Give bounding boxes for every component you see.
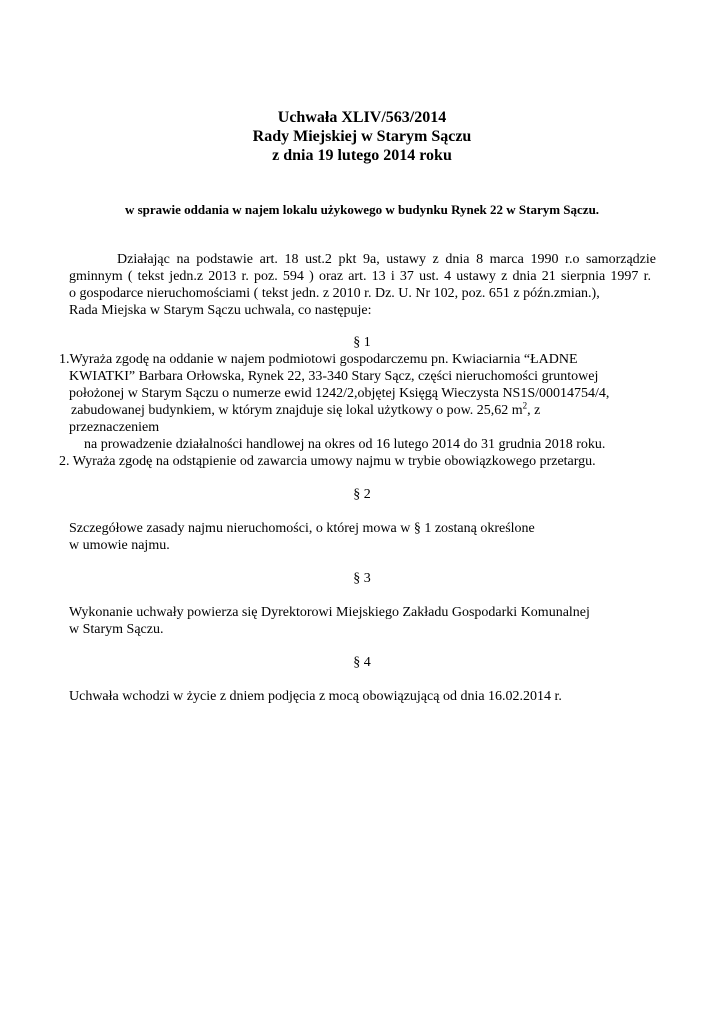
- area-unit-superscript: 2: [522, 400, 528, 411]
- preamble-line-2: gminnym ( tekst jedn.z 2013 r. poz. 594 ) oraz art. 13 i 37 ust. 4 ustawy z dnia 21 sierpnia 1997 r.: [69, 269, 651, 284]
- section-1-line-5: przeznaczeniem: [69, 420, 160, 435]
- section-3-mark: § 3: [353, 571, 371, 586]
- section-4-line-1: Uchwała wchodzi w życie z dniem podjęcia z mocą obowiązującą od dnia 16.02.2014 r.: [69, 689, 562, 704]
- section-1-line-4-text: zabudowanej budynkiem, w którym znajduje się lokal użytkowy o pow. 25,62 m: [71, 403, 523, 418]
- section-1-line-1: 1.Wyraża zgodę na oddanie w najem podmiotowi gospodarczemu pn. Kwiaciarnia “ŁADNE: [59, 352, 578, 367]
- section-1-line-4: [71, 402, 540, 419]
- section-4-mark: § 4: [353, 655, 371, 670]
- resolution-number: Uchwała XLIV/563/2014: [277, 109, 447, 126]
- section-1-mark: § 1: [353, 335, 371, 350]
- section-1-line-3: położonej w Starym Sączu o numerze ewid 1242/2,objętej Księgą Wieczysta NS1S/00014754/4,: [69, 386, 610, 401]
- resolution-date: z dnia 19 lutego 2014 roku: [272, 147, 452, 164]
- section-2-line-1: Szczegółowe zasady najmu nieruchomości, o której mowa w § 1 zostaną określone: [69, 521, 535, 536]
- section-1-line-4-tail: , z: [527, 403, 541, 418]
- preamble-line-1: Działając na podstawie art. 18 ust.2 pkt 9a, ustawy z dnia 8 marca 1990 r.o samorządzie: [117, 252, 656, 267]
- section-3-line-1: Wykonanie uchwały powierza się Dyrektorowi Miejskiego Zakładu Gospodarki Komunalnej: [69, 605, 590, 620]
- resolution-title: [0, 108, 724, 165]
- section-1-line-7: 2. Wyraża zgodę na odstąpienie od zawarcia umowy najmu w trybie obowiązkowego przetargu.: [59, 454, 596, 469]
- preamble-line-3: o gospodarce nieruchomościami ( tekst jedn. z 2010 r. Dz. U. Nr 102, poz. 651 z późn.zmian.),: [69, 286, 600, 301]
- section-2-line-2: w umowie najmu.: [69, 538, 170, 553]
- section-3-line-2: w Starym Sączu.: [69, 622, 164, 637]
- section-1-line-2: KWIATKI” Barbara Orłowska, Rynek 22, 33-340 Stary Sącz, części nieruchomości gruntowej: [69, 369, 599, 384]
- resolution-subject: w sprawie oddania w najem lokalu użykowego w budynku Rynek 22 w Starym Sączu.: [124, 202, 600, 217]
- council-name: Rady Miejskiej w Starym Sączu: [252, 128, 472, 145]
- section-2-mark: § 2: [353, 487, 371, 502]
- section-1-line-6: na prowadzenie działalności handlowej na okres od 16 lutego 2014 do 31 grudnia 2018 roku.: [84, 437, 606, 452]
- preamble-line-4: Rada Miejska w Starym Sączu uchwala, co następuje:: [69, 303, 372, 318]
